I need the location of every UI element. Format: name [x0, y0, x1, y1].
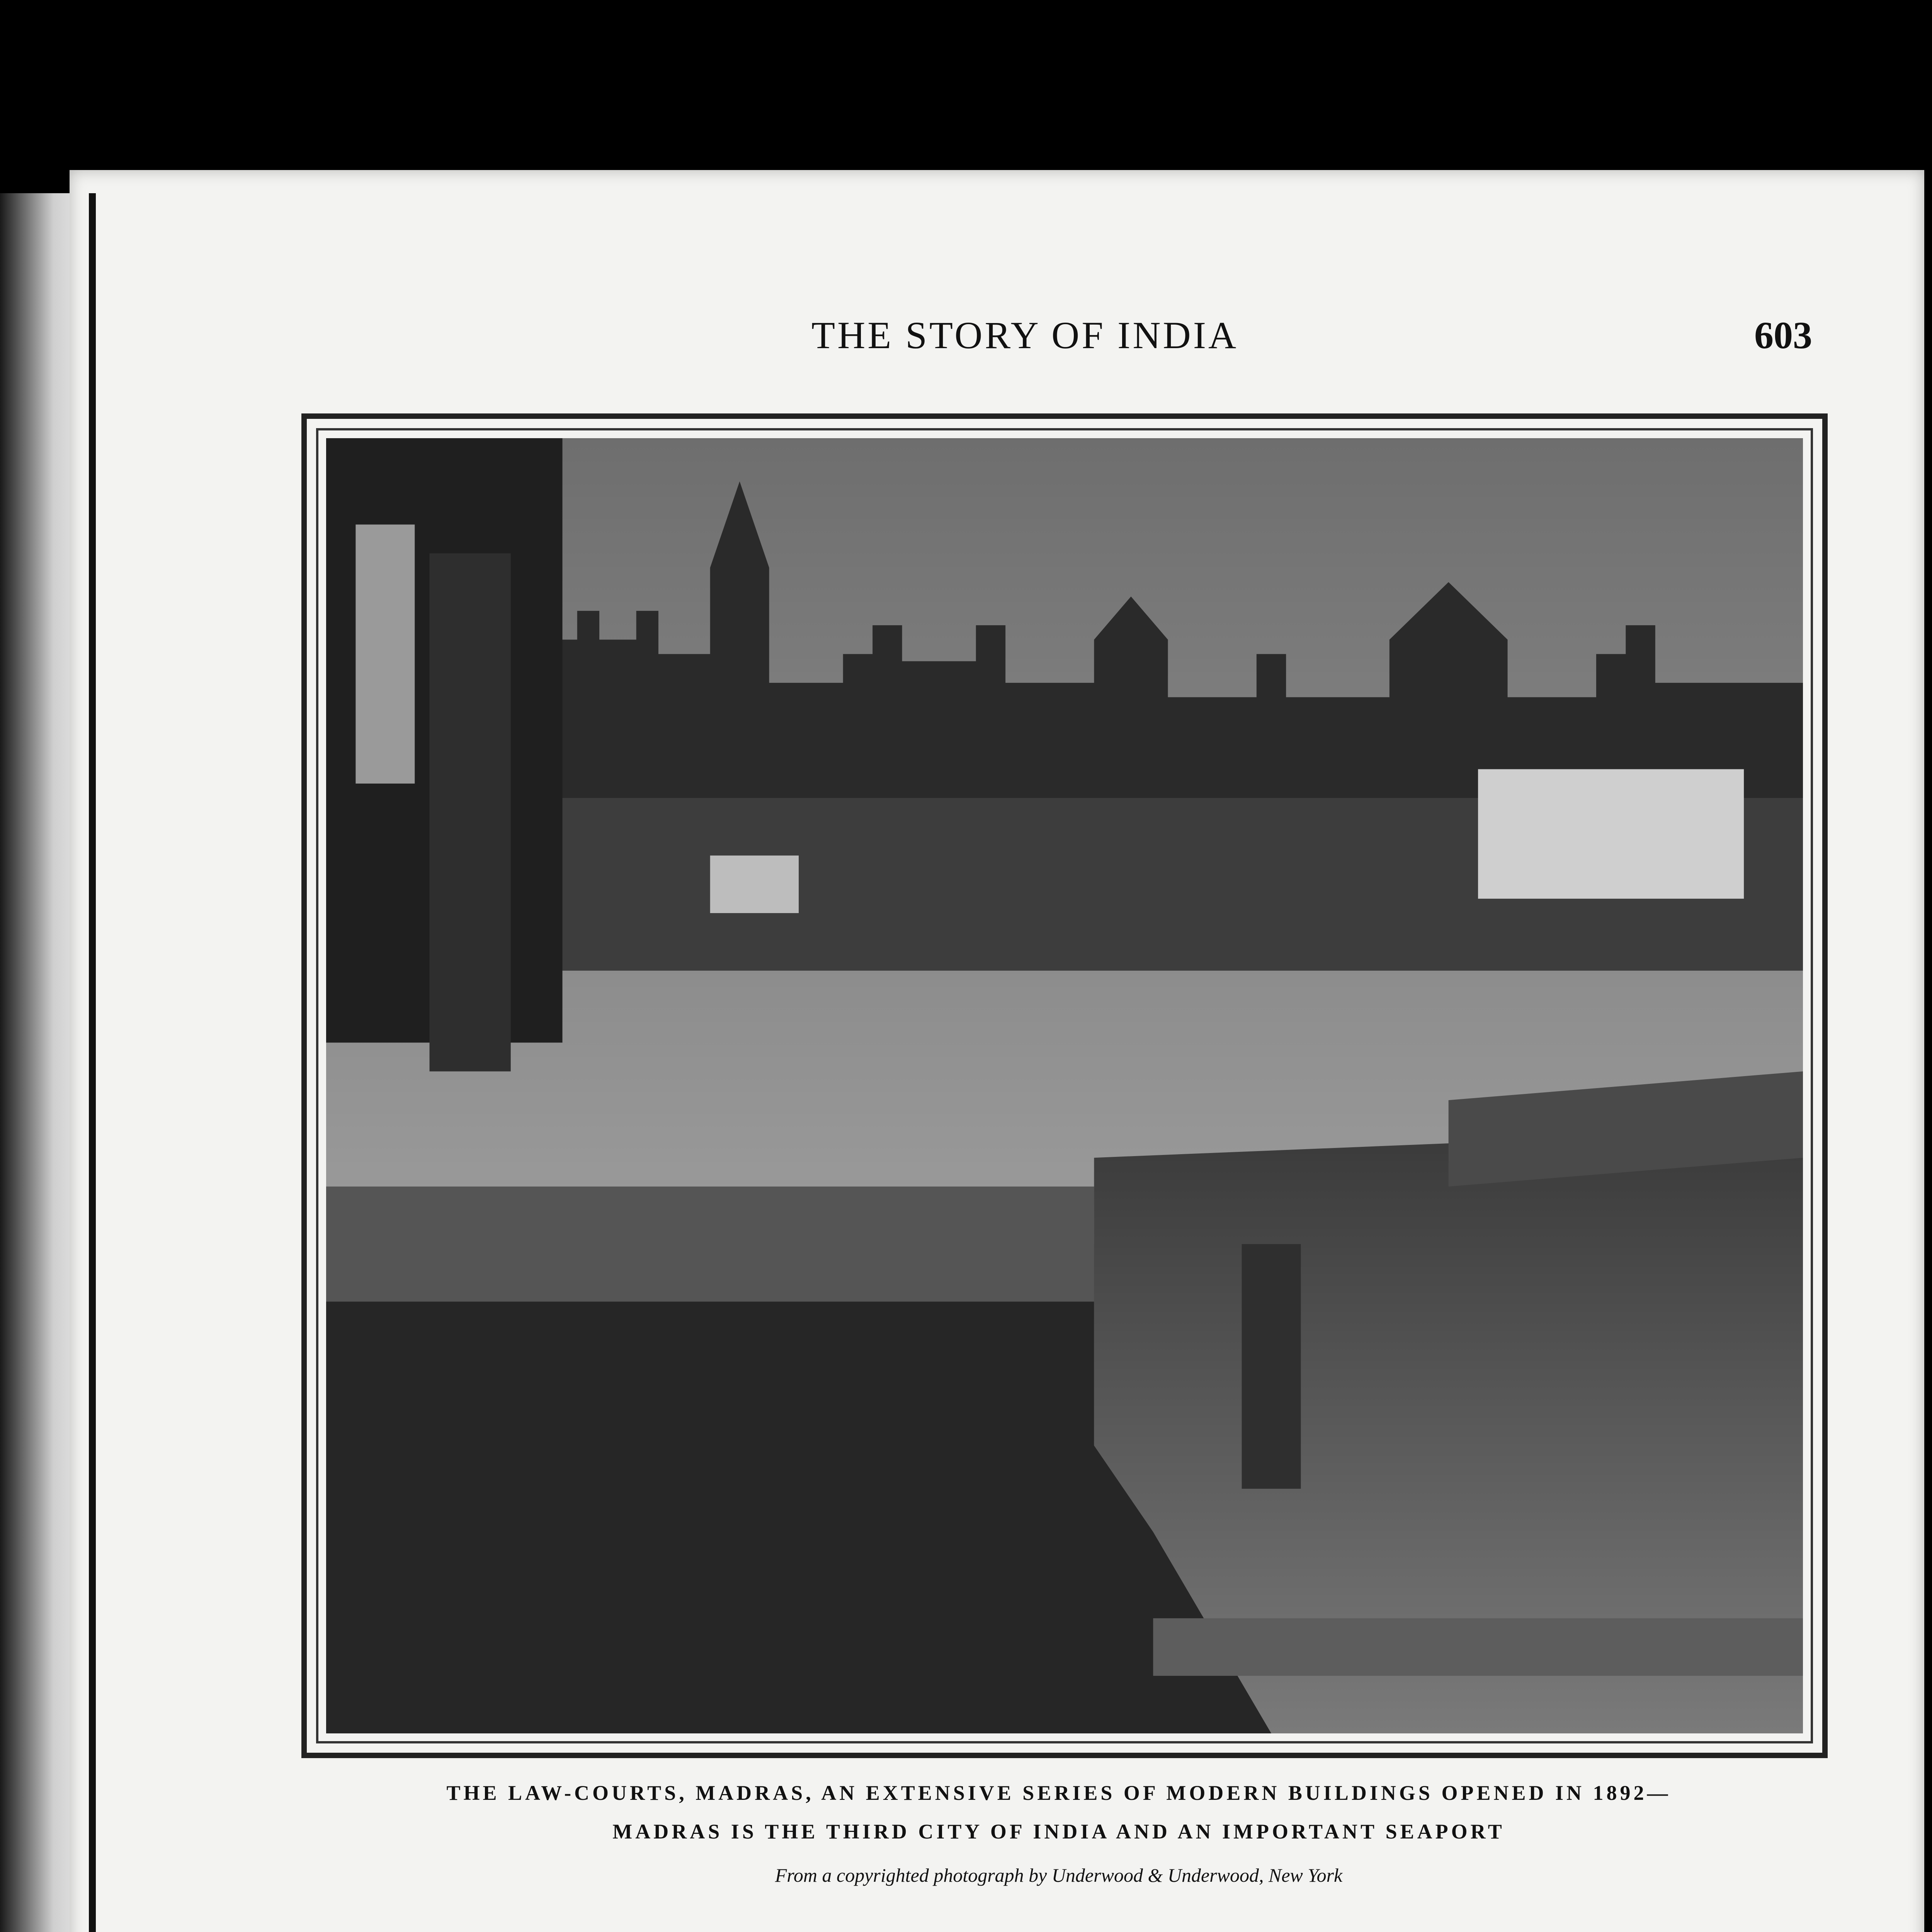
balustrade [326, 1187, 1094, 1302]
paragraph [1066, 1928, 1808, 1932]
page-number: 603 [1754, 314, 1812, 357]
white-building [1478, 769, 1744, 899]
column [430, 553, 511, 1071]
photo-credit: From a copyrighted photograph by Underwood & Underwood, New York [775, 1864, 1343, 1886]
photo-frame-inner [316, 428, 1813, 1743]
photo-frame [301, 413, 1828, 1758]
caption-line-2: MADRAS IS THE THIRD CITY OF INDIA AND AN IMPORTANT SEAPORT [612, 1820, 1505, 1843]
figure-caption [286, 1774, 1832, 1896]
body-column-left [294, 1928, 1036, 1932]
running-title: THE STORY OF INDIA [811, 314, 1239, 357]
ledge [1153, 1618, 1803, 1676]
gutter-line [89, 193, 96, 1932]
law-courts-photograph [326, 438, 1803, 1733]
white-building-2 [710, 855, 799, 913]
caption-line-1: THE LAW-COURTS, MADRAS, AN EXTENSIVE SERIES OF MODERN BUILDINGS OPENED IN 1892— [446, 1781, 1671, 1804]
finial [1242, 1244, 1301, 1489]
arch-light [355, 524, 415, 783]
paragraph [294, 1928, 1036, 1932]
body-column-right [1066, 1928, 1808, 1932]
book-page [70, 170, 1924, 1932]
